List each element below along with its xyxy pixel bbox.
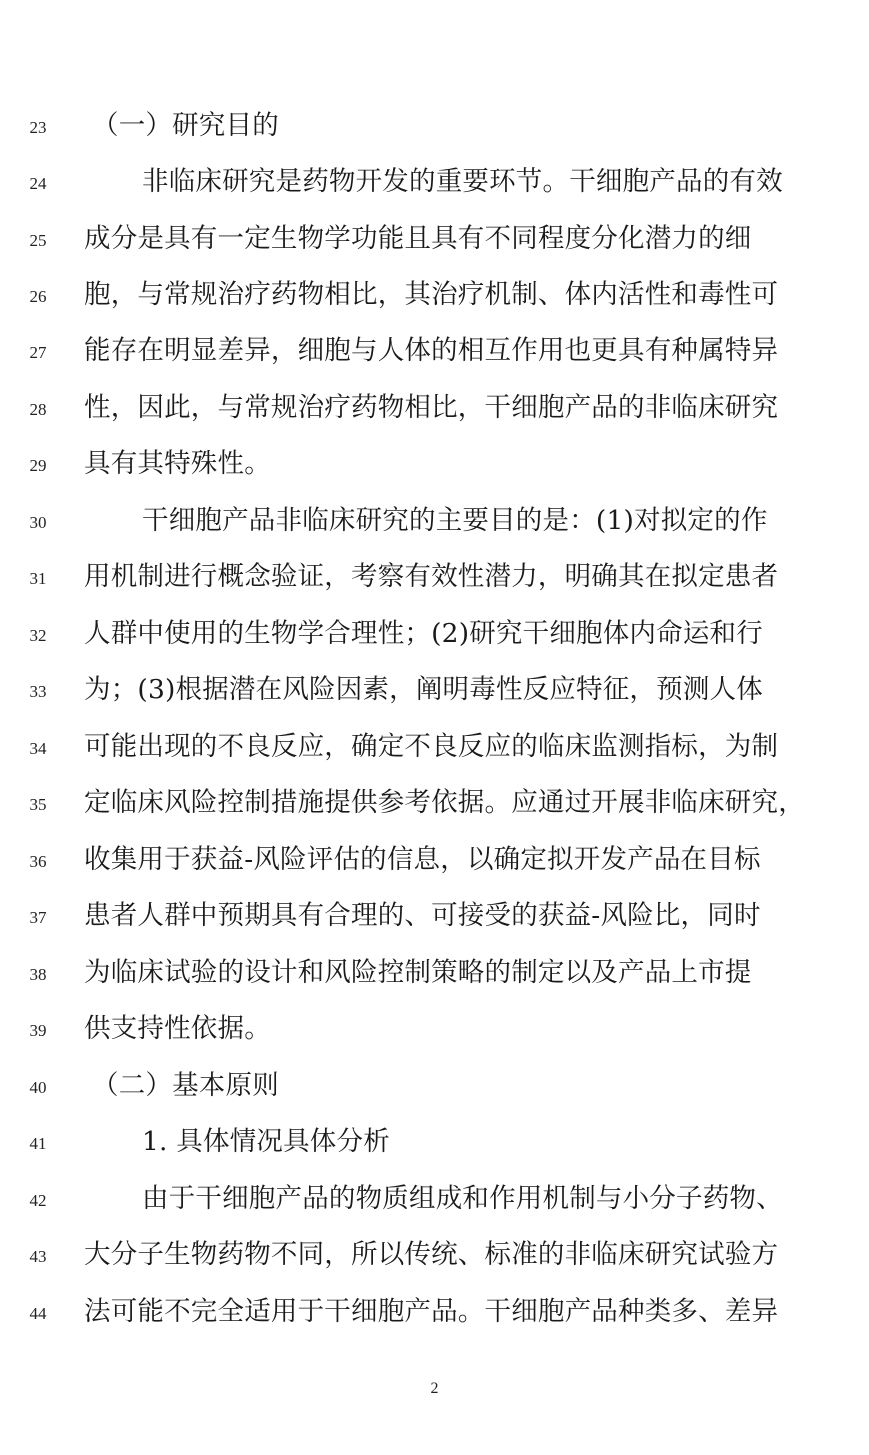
paragraph-text: 患者人群中预期具有合理的、可接受的获益-风险比，同时 xyxy=(84,900,761,931)
text-line xyxy=(0,1009,869,1049)
subsection-heading: 1. 具体情况具体分析 xyxy=(142,1126,390,1157)
line-number: 25 xyxy=(29,231,47,250)
section-heading: （一）研究目的 xyxy=(92,110,279,141)
text-line xyxy=(0,106,869,146)
text-line xyxy=(0,670,869,710)
text-line xyxy=(0,444,869,484)
line-number: 31 xyxy=(29,569,47,588)
paragraph-text: 供支持性依据。 xyxy=(84,1013,271,1044)
text-line xyxy=(0,162,869,202)
paragraph-text: 人群中使用的生物学合理性；(2)研究干细胞体内命运和行 xyxy=(84,618,763,649)
text-line xyxy=(0,727,869,767)
line-number: 35 xyxy=(29,795,47,814)
paragraph-text: 干细胞产品非临床研究的主要目的是：(1)对拟定的作 xyxy=(142,505,768,536)
paragraph-text: 非临床研究是药物开发的重要环节。干细胞产品的有效 xyxy=(142,166,783,197)
paragraph-text: 定临床风险控制措施提供参考依据。应通过开展非临床研究， xyxy=(84,787,805,818)
line-number: 44 xyxy=(29,1304,47,1323)
line-number: 37 xyxy=(29,908,47,927)
text-line xyxy=(0,219,869,259)
line-number: 33 xyxy=(29,682,47,701)
line-number: 40 xyxy=(29,1078,47,1097)
line-number: 32 xyxy=(29,626,47,645)
line-number: 30 xyxy=(29,513,47,532)
paragraph-text: 为临床试验的设计和风险控制策略的制定以及产品上市提 xyxy=(84,957,752,988)
text-line xyxy=(0,1179,869,1219)
text-line xyxy=(0,1122,869,1162)
paragraph-text: 具有其特殊性。 xyxy=(84,448,271,479)
paragraph-text: 为；(3)根据潜在风险因素，阐明毒性反应特征，预测人体 xyxy=(84,674,763,705)
paragraph-text: 性，因此，与常规治疗药物相比，干细胞产品的非临床研究 xyxy=(84,392,779,423)
paragraph-text: 大分子生物药物不同，所以传统、标准的非临床研究试验方 xyxy=(84,1239,779,1270)
paragraph-text: 能存在明显差异，细胞与人体的相互作用也更具有种属特异 xyxy=(84,335,779,366)
paragraph-text: 成分是具有一定生物学功能且具有不同程度分化潜力的细 xyxy=(84,223,752,254)
page-number: 2 xyxy=(430,1380,439,1397)
text-line xyxy=(0,501,869,541)
line-number: 23 xyxy=(29,118,47,137)
text-line xyxy=(0,783,869,823)
line-number: 24 xyxy=(29,174,47,193)
paragraph-text: 法可能不完全适用于干细胞产品。干细胞产品种类多、差异 xyxy=(84,1296,779,1327)
text-line xyxy=(0,896,869,936)
paragraph-text: 用机制进行概念验证，考察有效性潜力，明确其在拟定患者 xyxy=(84,561,779,592)
line-number: 26 xyxy=(29,287,47,306)
line-number: 38 xyxy=(29,965,47,984)
text-line xyxy=(0,388,869,428)
text-line xyxy=(0,953,869,993)
line-number: 36 xyxy=(29,852,47,871)
paragraph-text: 可能出现的不良反应，确定不良反应的临床监测指标，为制 xyxy=(84,731,779,762)
paragraph-text: 由于干细胞产品的物质组成和作用机制与小分子药物、 xyxy=(142,1183,783,1214)
line-number: 43 xyxy=(29,1247,47,1266)
line-number: 39 xyxy=(29,1021,47,1040)
text-line xyxy=(0,1066,869,1106)
text-line xyxy=(0,614,869,654)
line-number: 28 xyxy=(29,400,47,419)
line-number: 29 xyxy=(29,456,47,475)
text-line xyxy=(0,840,869,880)
paragraph-text: 收集用于获益-风险评估的信息，以确定拟开发产品在目标 xyxy=(84,844,761,875)
text-line xyxy=(0,331,869,371)
line-number: 42 xyxy=(29,1191,47,1210)
line-number: 34 xyxy=(29,739,47,758)
text-line xyxy=(0,275,869,315)
section-heading: （二）基本原则 xyxy=(92,1070,279,1101)
line-number: 27 xyxy=(29,343,47,362)
text-line xyxy=(0,1235,869,1275)
line-number: 41 xyxy=(29,1134,47,1153)
paragraph-text: 胞，与常规治疗药物相比，其治疗机制、体内活性和毒性可 xyxy=(84,279,779,310)
text-line xyxy=(0,1292,869,1332)
text-line xyxy=(0,557,869,597)
